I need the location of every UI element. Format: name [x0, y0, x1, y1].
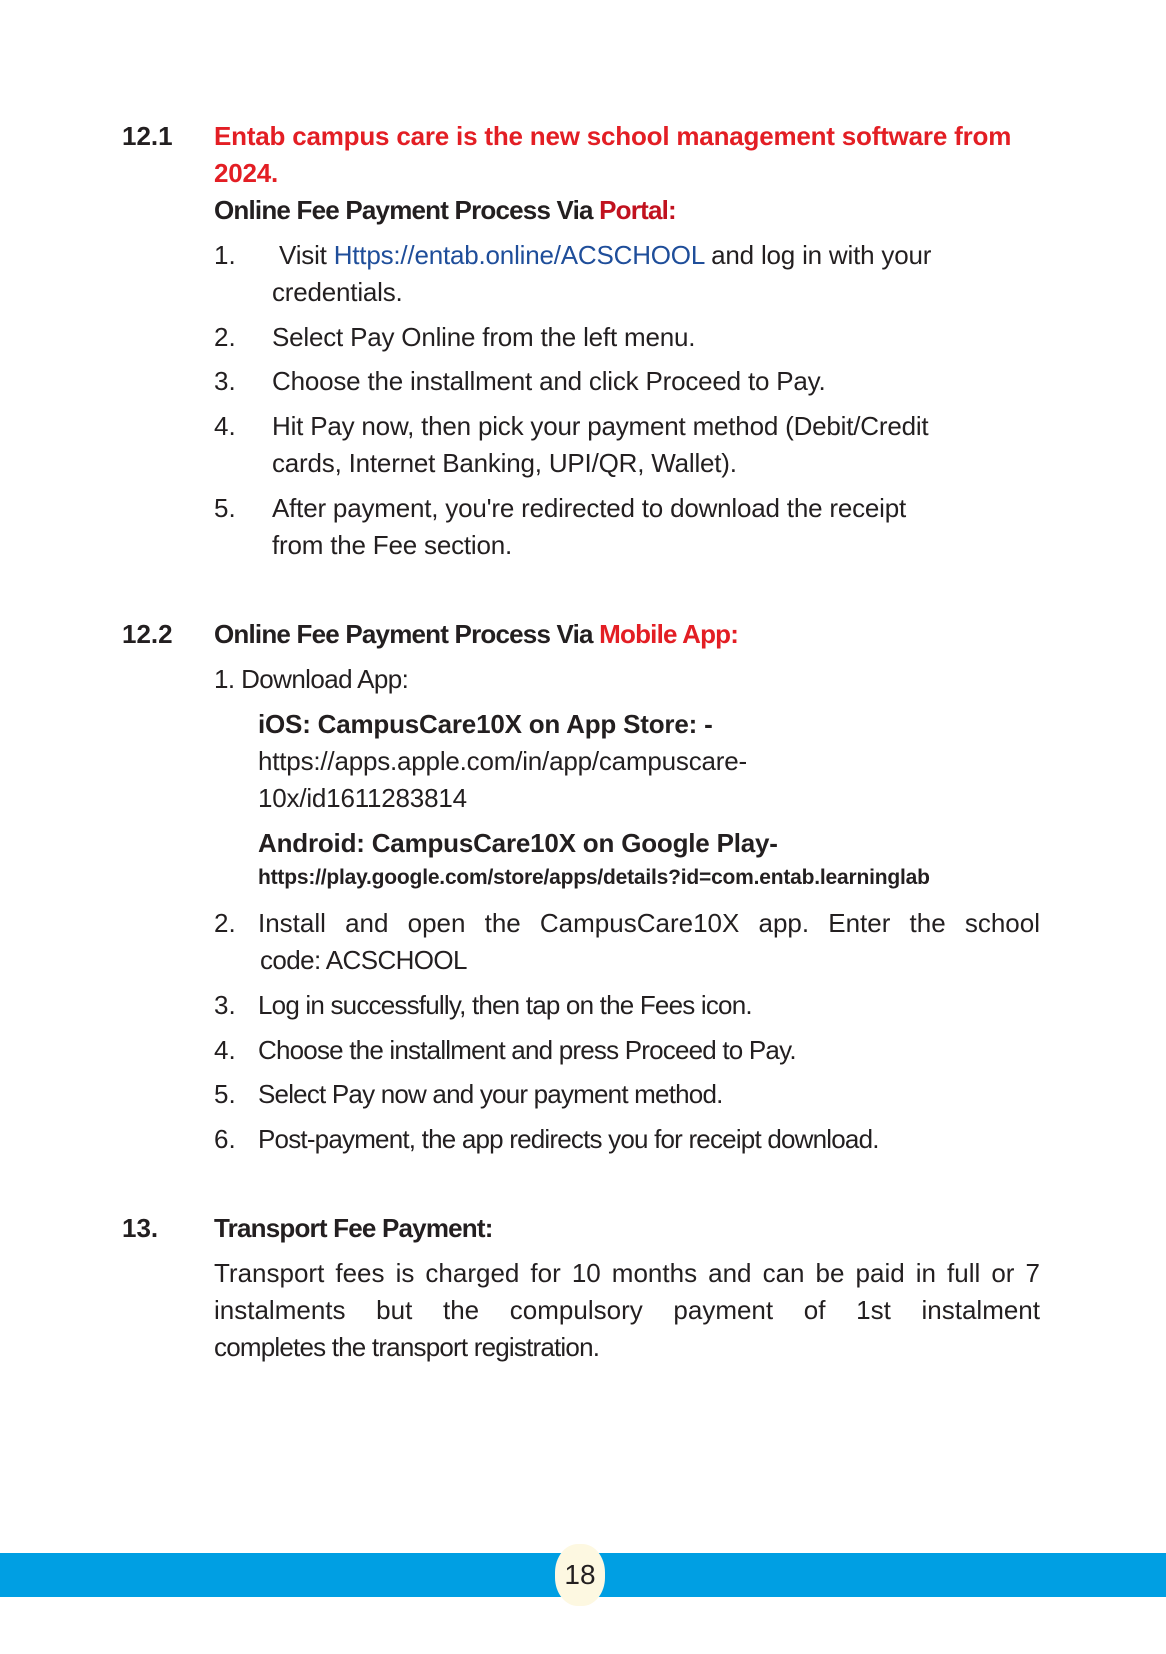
step-number: 4.: [214, 411, 236, 441]
step-text: Post-payment, the app redirects you for receipt download.: [258, 1124, 879, 1154]
step-text: Log in successfully, then tap on the Fees icon.: [258, 990, 752, 1020]
transport-para-line-1: Transport fees is charged for 10 months and can be paid in full or 7: [214, 1258, 1040, 1288]
section-number-12-2: 12.2: [122, 619, 173, 649]
subtitle-prefix: Online Fee Payment Process Via: [214, 195, 600, 225]
step-text: Visit: [272, 240, 334, 270]
step-text: Select Pay Online from the left menu.: [272, 322, 696, 352]
transport-para-line-3: completes the transport registration.: [214, 1332, 600, 1362]
section-title-line-2: 2024.: [214, 158, 279, 188]
step-number: 5.: [214, 493, 236, 523]
step-number: 2.: [214, 908, 236, 938]
step-text: and log in with your: [704, 240, 932, 270]
step-text: Install and open the CampusCare10X app. Enter the school: [258, 908, 1040, 938]
step-text: Choose the installment and click Proceed to Pay.: [272, 366, 826, 396]
android-url[interactable]: https://play.google.com/store/apps/details?id=com.entab.learninglab: [258, 866, 930, 889]
portal-subtitle: [214, 192, 676, 228]
step-1-text: [272, 237, 931, 273]
section-title-line-1: Entab campus care is the new school management software from: [214, 121, 1012, 151]
download-app-label: 1. Download App:: [214, 664, 409, 694]
mobile-subtitle: [214, 616, 738, 652]
step-text-line-2: code: ACSCHOOL: [260, 945, 467, 975]
section-number-12-1: 12.1: [122, 121, 173, 151]
subtitle-highlight: Portal:: [599, 195, 676, 225]
step-number: 1.: [214, 240, 236, 270]
portal-link[interactable]: Https://entab.online/ACSCHOOL: [333, 240, 705, 270]
step-text: Hit Pay now, then pick your payment method (Debit/Credit: [272, 411, 929, 441]
step-number: 3.: [214, 366, 236, 396]
section-number-13: 13.: [122, 1213, 159, 1243]
ios-url-line-1[interactable]: https://apps.apple.com/in/app/campuscare-: [258, 746, 747, 776]
step-number: 3.: [214, 990, 236, 1020]
transport-title: Transport Fee Payment:: [214, 1213, 493, 1243]
subtitle-highlight: Mobile App:: [599, 619, 739, 649]
ios-url-line-2[interactable]: 10x/id1611283814: [258, 783, 467, 813]
step-number: 2.: [214, 322, 236, 352]
page-number: 18: [564, 1559, 596, 1590]
step-text-line-2: cards, Internet Banking, UPI/QR, Wallet).: [272, 448, 737, 478]
ios-label: iOS: CampusCare10X on App Store: -: [258, 709, 713, 739]
android-label: Android: CampusCare10X on Google Play-: [258, 828, 778, 858]
step-number: 5.: [214, 1079, 236, 1109]
step-text: Select Pay now and your payment method.: [258, 1079, 723, 1109]
transport-para-line-2: instalments but the compulsory payment of 1st instalment: [214, 1295, 1040, 1325]
page-number-badge: [555, 1544, 605, 1606]
step-number: 6.: [214, 1124, 236, 1154]
step-number: 4.: [214, 1035, 236, 1065]
step-text: Choose the installment and press Proceed to Pay.: [258, 1035, 796, 1065]
step-1-text-line-2: credentials.: [272, 277, 403, 307]
step-text: After payment, you're redirected to download the receipt: [272, 493, 907, 523]
subtitle-prefix: Online Fee Payment Process Via: [214, 619, 600, 649]
step-text-line-2: from the Fee section.: [272, 530, 513, 560]
